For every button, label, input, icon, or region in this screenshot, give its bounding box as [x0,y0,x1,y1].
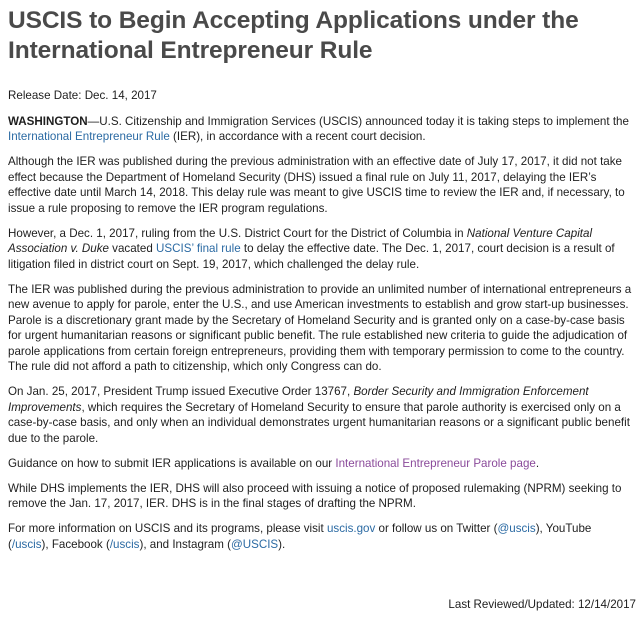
text-span: or follow us on Twitter ( [375,522,498,535]
page-title: USCIS to Begin Accepting Applications under the International Entrepreneur Rule [8,7,579,64]
text-span: , which requires the Secretary of Homeland Security to ensure that parole authority is exercised only on a case-by-case basis, and only when an individual demonstrates urgent humanitarian reasons or a significant public benefit due to the parole. [8,400,630,445]
paragraph-court-ruling [8,226,634,273]
final-rule-link[interactable]: USCIS’ final rule [156,242,241,255]
order-title: Border Security and Immigration Enforcement Improvements [8,385,589,414]
text-span: Guidance on how to submit IER applications is available on our [8,456,336,470]
instagram-link[interactable]: @USCIS [230,537,279,551]
text-span: For more information on USCIS and its programs, please visit [8,522,327,535]
text-span: ), and Instagram ( [139,537,231,551]
ier-link[interactable]: International Entrepreneur Rule [8,130,170,143]
uscis-site-link[interactable]: uscis.gov [326,522,376,535]
facebook-link[interactable]: /uscis [109,537,140,551]
text-span: vacated [108,242,157,255]
text-span: However, a Dec. 1, 2017, ruling from the U.S. District Court for the District of Columbia in [8,226,467,240]
text-span: . [535,456,540,470]
text-span: to delay the effective date. The Dec. 1, 2017, court decision is a result of litigation filed in district court on Sept. 19, 2017, which challenged the delay rule. [8,242,615,271]
text-span: On Jan. 25, 2017, President Trump issued Executive Order 13767, [8,385,354,398]
paragraph-ier-background: The IER was published during the previous administration to provide an unlimited number of international entrepreneurs a new avenue to apply for parole, enter the U.S., and use American investments to establish and grow start-up businesses. Parole is a discretionary grant made by the Secretary of Homeland Security and is granted only on a case-by-case basis for urgent humanitarian reasons or significant public benefit. The rule established new criteria to guide the adjudication of parole applications from certain foreign entrepreneurs, providing them with temporary permission to come to the country. The rule did not afford a path to citizenship, which only Congress can do. [8,282,632,373]
paragraph-more-info [8,521,634,552]
youtube-link[interactable]: /uscis [11,537,42,551]
text-span: ). [278,537,286,551]
text-span: (IER), in accordance with a recent court decision. [169,130,426,143]
release-date: Release Date: Dec. 14, 2017 [8,89,157,102]
paragraph-intro [8,114,634,145]
article-body [8,88,634,552]
text-span: —U.S. Citizenship and Immigration Services (USCIS) announced today it is taking steps to implement the [87,114,629,128]
dateline: WASHINGTON [8,114,88,128]
twitter-link[interactable]: @uscis [497,522,536,535]
paragraph-guidance [8,456,634,472]
text-span: ), Facebook ( [41,537,110,551]
case-name: National Venture Capital Association v. Duke [8,226,593,255]
parole-page-link[interactable]: International Entrepreneur Parole page [335,456,536,470]
paragraph-nprm: While DHS implements the IER, DHS will also proceed with issuing a notice of proposed rulemaking (NPRM) seeking to remove the Jan. 17, 2017, IER. DHS is in the final stages of drafting the NPRM. [8,481,622,510]
text-span: ), YouTube ( [8,522,592,551]
paragraph-delay-rule: Although the IER was published during the previous administration with an effective date of July 17, 2017, it did not take effect because the Department of Homeland Security (DHS) issued a final rule on July 11, 2017, delaying the IER’s effective date until March 14, 2018. This delay rule was meant to give USCIS time to review the IER and, if necessary, to issue a rule proposing to remove the IER program regulations. [8,155,625,215]
last-reviewed: Last Reviewed/Updated: 12/14/2017 [448,598,636,611]
paragraph-executive-order [8,384,634,446]
